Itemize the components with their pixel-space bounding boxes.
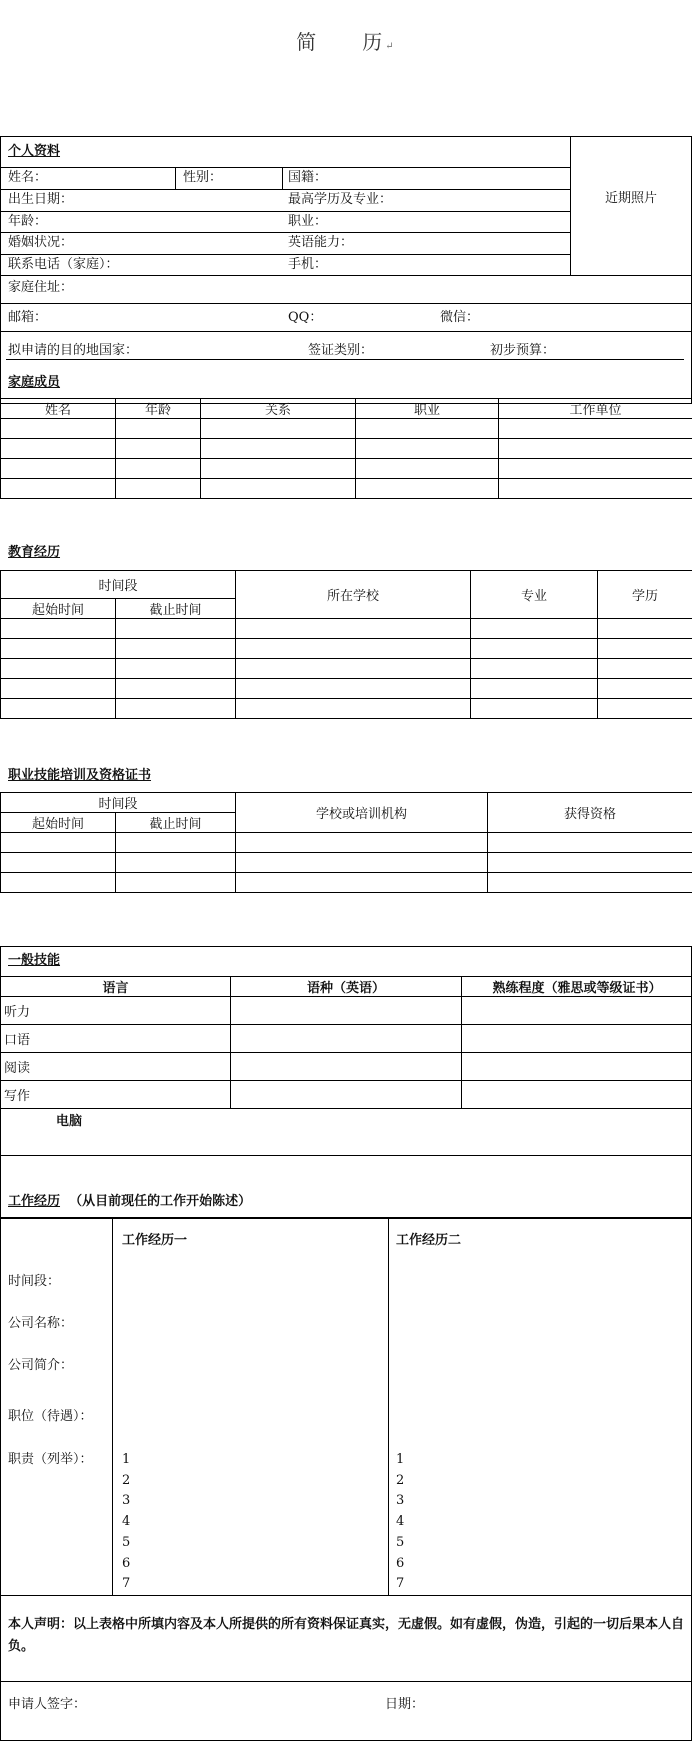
address-label: 家庭住址： — [8, 280, 74, 295]
train-institution-header: 学校或培训机构 — [236, 793, 488, 833]
photo-placeholder-label: 近期照片 — [605, 191, 658, 206]
occupation-label: 职业： — [288, 214, 328, 229]
section-skills: 一般技能 — [8, 953, 61, 968]
work-position-label: 职位（待遇）： — [8, 1409, 93, 1424]
nationality-label: 国籍： — [288, 170, 328, 185]
education-major-label: 最高学历及专业： — [288, 192, 393, 207]
duty-4-number: 4 — [122, 1514, 131, 1529]
table-row — [1, 619, 692, 639]
duty-4-number-b: 4 — [396, 1514, 405, 1529]
family-header-relation: 关系 — [201, 399, 356, 419]
duty-5-number-b: 5 — [396, 1535, 405, 1550]
budget-label: 初步预算： — [490, 343, 556, 358]
table-row — [1, 439, 692, 459]
skills-level-header: 熟练程度（雅思或等级证书） — [462, 977, 692, 997]
training-table — [0, 792, 692, 893]
work-intro-label: 公司简介： — [8, 1358, 74, 1373]
work-company-label: 公司名称： — [8, 1316, 74, 1331]
title-char-2: 历 — [362, 30, 385, 54]
section-personal: 个人资料 — [8, 144, 61, 159]
education-table — [0, 570, 692, 719]
page-title — [0, 26, 692, 55]
skill-writing: 写作 — [1, 1081, 231, 1109]
computer-label: 电脑 — [56, 1114, 83, 1129]
declaration-text: 本人声明：以上表格中所填内容及本人所提供的所有资料保证真实，无虚假。如有虚假，伪造，引起的一切后果本人自负。 — [8, 1617, 685, 1654]
table-row — [1, 659, 692, 679]
gender-label: 性别： — [183, 170, 223, 185]
table-row — [1, 853, 692, 873]
duty-6-number-b: 6 — [396, 1556, 405, 1571]
duty-1-number: 1 — [122, 1452, 131, 1467]
section-family: 家庭成员 — [8, 375, 61, 390]
edu-major-header: 专业 — [471, 571, 598, 619]
train-period-header: 时间段 — [1, 793, 236, 813]
marital-label: 婚姻状况： — [8, 235, 74, 250]
mobile-label: 手机： — [288, 257, 328, 272]
edu-end-header: 截止时间 — [116, 599, 236, 619]
return-mark: ↵ — [385, 41, 396, 52]
table-row — [1, 833, 692, 853]
work-block — [0, 1218, 692, 1596]
skill-reading: 阅读 — [1, 1053, 231, 1081]
train-start-header: 起始时间 — [1, 813, 116, 833]
title-char-1: 简 — [296, 30, 319, 54]
duty-6-number: 6 — [122, 1556, 131, 1571]
family-header-employer: 工作单位 — [499, 399, 692, 419]
table-row — [1, 1081, 692, 1109]
edu-degree-header: 学历 — [598, 571, 692, 619]
work-exp-1-header: 工作经历一 — [122, 1233, 188, 1248]
section-education: 教育经历 — [8, 545, 61, 560]
table-row — [1, 1053, 692, 1081]
table-row — [1, 419, 692, 439]
duty-5-number: 5 — [122, 1535, 131, 1550]
wechat-label: 微信： — [440, 310, 480, 325]
family-table — [0, 398, 692, 499]
skills-type-header: 语种（英语） — [231, 977, 462, 997]
train-end-header: 截止时间 — [116, 813, 236, 833]
duty-3-number: 3 — [122, 1493, 131, 1508]
table-row — [1, 873, 692, 893]
skills-table — [0, 976, 692, 1109]
home-phone-label: 联系电话（家庭）： — [8, 257, 119, 272]
duty-2-number: 2 — [122, 1473, 131, 1488]
table-row — [1, 699, 692, 719]
duty-1-number-b: 1 — [396, 1452, 405, 1467]
duty-2-number-b: 2 — [396, 1473, 405, 1488]
duty-7-number-b: 7 — [396, 1576, 405, 1591]
family-header-name: 姓名 — [1, 399, 116, 419]
signature-block — [0, 1681, 692, 1741]
family-header-age: 年龄 — [116, 399, 201, 419]
table-row — [1, 459, 692, 479]
table-row — [1, 997, 692, 1025]
name-label: 姓名： — [8, 170, 48, 185]
signature-label: 申请人签字： — [8, 1697, 87, 1712]
family-header-occupation: 职业 — [356, 399, 499, 419]
section-work — [8, 1193, 251, 1211]
edu-school-header: 所在学校 — [236, 571, 471, 619]
english-ability-label: 英语能力： — [288, 235, 354, 250]
work-exp-2-header: 工作经历二 — [396, 1233, 462, 1248]
birthdate-label: 出生日期： — [8, 192, 74, 207]
skill-listening: 听力 — [1, 997, 231, 1025]
skill-speaking: 口语 — [1, 1025, 231, 1053]
work-title: 工作经历 — [8, 1194, 61, 1209]
date-label: 日期： — [385, 1697, 425, 1712]
visa-type-label: 签证类别： — [308, 343, 374, 358]
work-note: （从目前现任的工作开始陈述） — [69, 1194, 252, 1209]
train-qualification-header: 获得资格 — [488, 793, 692, 833]
work-period-label: 时间段： — [8, 1274, 61, 1289]
work-duties-label: 职责（列举）： — [8, 1452, 93, 1467]
duty-7-number: 7 — [122, 1576, 131, 1591]
table-row — [1, 639, 692, 659]
edu-period-header: 时间段 — [1, 571, 236, 599]
table-row — [1, 1025, 692, 1053]
destination-label: 拟申请的目的地国家： — [8, 343, 139, 358]
skills-language-header: 语言 — [1, 977, 231, 997]
edu-start-header: 起始时间 — [1, 599, 116, 619]
age-label: 年龄： — [8, 214, 48, 229]
table-row — [1, 679, 692, 699]
section-training: 职业技能培训及资格证书 — [8, 768, 152, 783]
table-row — [1, 479, 692, 499]
qq-label: QQ： — [288, 310, 323, 325]
email-label: 邮箱： — [8, 310, 48, 325]
duty-3-number-b: 3 — [396, 1493, 405, 1508]
